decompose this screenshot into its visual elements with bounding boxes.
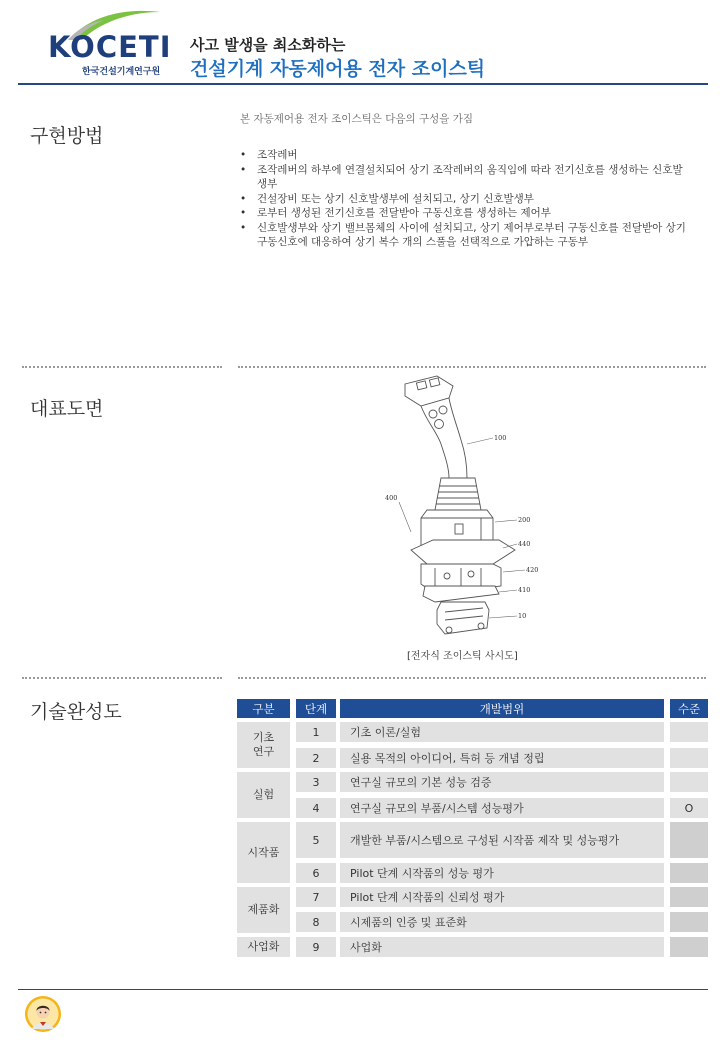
page-subtitle: 사고 발생을 최소화하는: [190, 36, 346, 54]
table-cell-stage: 9: [296, 937, 336, 957]
table-cell-level: [670, 937, 708, 957]
list-item-text: 로부터 생성된 전기신호를 전달받아 구동신호를 생성하는 제어부: [257, 207, 551, 219]
section-divider: [238, 366, 706, 368]
table-cell-scope: 실용 목적의 아이디어, 특허 등 개념 정립: [340, 748, 664, 768]
section-label-drawing: 대표도면: [30, 398, 104, 420]
list-item-text: 건설장비 또는 상기 신호발생부에 설치되고, 상기 신호발생부: [257, 192, 534, 205]
part-label-200: 200: [518, 516, 531, 524]
list-item: [240, 192, 686, 207]
section-divider: [22, 677, 222, 679]
table-header-stage: 단계: [296, 699, 336, 718]
person-avatar-icon: [24, 995, 62, 1033]
bullet-icon: •: [240, 207, 247, 219]
section-divider: [22, 366, 222, 368]
joystick-drawing: [375, 372, 555, 642]
part-label-420: 420: [526, 566, 539, 574]
table-cell-stage: 7: [296, 887, 336, 907]
table-header-level: 수준: [670, 699, 708, 718]
part-label-100: 100: [494, 434, 507, 442]
page-title: 건설기계 자동제어용 전자 조이스틱: [190, 58, 486, 80]
bullet-icon: •: [240, 149, 247, 161]
table-cell-scope: 연구실 규모의 부품/시스템 성능평가: [340, 798, 664, 818]
method-intro: 본 자동제어용 전자 조이스틱은 다음의 구성을 가짐: [240, 113, 474, 125]
table-cell-scope: Pilot 단계 시작품의 신뢰성 평가: [340, 887, 664, 907]
list-item-text: 조작레버의 하부에 연결설치되어 상기 조작레버의 움직임에 따라 전기신호를 생성하는 신호발생부: [257, 163, 683, 190]
bullet-icon: •: [240, 192, 247, 205]
table-cell-level: [670, 748, 708, 768]
list-item: [240, 148, 686, 163]
table-group-commercialization: 사업화: [237, 937, 290, 957]
table-header-scope: 개발범위: [340, 699, 664, 718]
method-list: [240, 148, 686, 250]
part-label-10: 10: [518, 612, 527, 620]
part-label-400: 400: [385, 494, 398, 502]
table-cell-scope: Pilot 단계 시작품의 성능 평가: [340, 863, 664, 883]
drawing-caption: [전자식 조이스틱 사시도]: [407, 651, 518, 662]
table-group-experiment: 실험: [237, 772, 290, 818]
table-cell-level: [670, 912, 708, 932]
table-cell-scope: 시제품의 인증 및 표준화: [340, 912, 664, 932]
table-cell-stage: 4: [296, 798, 336, 818]
table-cell-level: [670, 722, 708, 742]
logo-wordmark: KOCETI: [48, 30, 172, 64]
logo-subtitle: 한국건설기계연구원: [82, 67, 161, 77]
table-cell-level: [670, 863, 708, 883]
list-item: [240, 206, 686, 221]
table-cell-level: O: [670, 798, 708, 818]
table-cell-stage: 6: [296, 863, 336, 883]
table-cell-scope: 연구실 규모의 기본 성능 검증: [340, 772, 664, 792]
koceti-logo: [38, 6, 178, 78]
list-item-text: 신호발생부와 상기 밸브몸체의 사이에 설치되고, 상기 제어부로부터 구동신호를 전달받아 상기 구동신호에 대응하여 상기 복수 개의 스풀을 선택적으로 가압하는 구동부: [257, 221, 686, 248]
table-cell-scope: 개발한 부품/시스템으로 구성된 시작품 제작 및 성능평가: [340, 822, 664, 858]
table-cell-scope: 기초 이론/실험: [340, 722, 664, 742]
part-label-410: 410: [518, 586, 531, 594]
table-cell-level: [670, 772, 708, 792]
bullet-icon: •: [240, 163, 247, 176]
table-cell-level: [670, 887, 708, 907]
table-cell-scope: 사업화: [340, 937, 664, 957]
table-cell-stage: 2: [296, 748, 336, 768]
section-label-method: 구현방법: [30, 125, 104, 147]
table-cell-stage: 8: [296, 912, 336, 932]
section-label-maturity: 기술완성도: [30, 701, 122, 723]
table-cell-stage: 3: [296, 772, 336, 792]
table-group-prototype: 시작품: [237, 822, 290, 883]
list-item: [240, 221, 686, 250]
footer-divider: [18, 989, 708, 990]
header-divider: [18, 83, 708, 85]
table-cell-level: [670, 822, 708, 858]
table-cell-stage: 1: [296, 722, 336, 742]
table-header-category: 구분: [237, 699, 290, 718]
list-item: [240, 163, 686, 192]
section-divider: [238, 677, 706, 679]
table-group-productization: 제품화: [237, 887, 290, 933]
table-group-basic: 기초 연구: [237, 722, 290, 768]
bullet-icon: •: [240, 221, 247, 234]
table-cell-stage: 5: [296, 822, 336, 858]
list-item-text: 조작레버: [257, 149, 298, 161]
part-label-440: 440: [518, 540, 531, 548]
